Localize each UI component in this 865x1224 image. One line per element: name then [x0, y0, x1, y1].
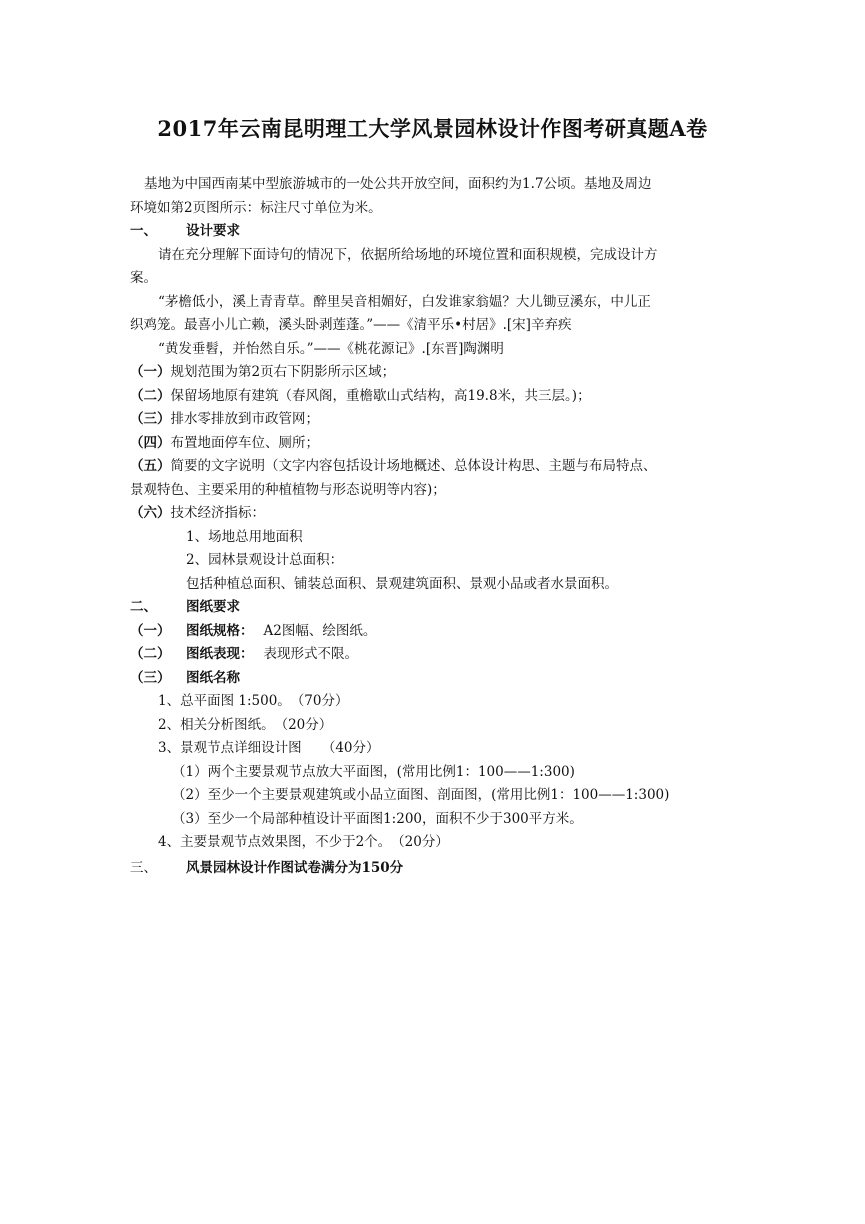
poem-2: “黄发垂髫，并怡然自乐。”——《桃花源记》.[东晋]陶渊明 [158, 340, 504, 357]
drawing-list-item: 2、相关分析图纸。 （20分） [158, 716, 333, 733]
requirement-item [130, 432, 740, 456]
requirement-item-text: 布置地面停车位、厕所； [170, 434, 319, 451]
drawing-requirement-text: 表现形式不限。 [263, 646, 358, 662]
drawing-list-item: 1、总平面图 1:500。 （70分） [158, 693, 349, 709]
requirement-item [130, 385, 740, 409]
drawing-requirement-number: （一） [130, 622, 171, 639]
requirement-item-number: （六） [130, 505, 171, 521]
document-body [130, 173, 740, 855]
drawing-requirement-number: （二） [130, 646, 171, 662]
requirement-item-number: （二） [130, 387, 171, 404]
requirement-item-text: 保留场地原有建筑（春风阁，重檐歇山式结构，高19.8米，共三层。)； [170, 387, 591, 404]
drawing-requirement-label: 图纸规格： [186, 622, 254, 639]
section-2-number: 二、 [130, 599, 157, 615]
indicator-item: 1、场地总用地面积 [186, 528, 303, 545]
drawing-requirement-label: 图纸名称 [186, 669, 240, 686]
drawing-requirement-item [130, 620, 740, 644]
section-1-number: 一、 [130, 223, 157, 239]
section-1-heading [130, 220, 740, 244]
requirement-item [130, 361, 740, 385]
requirement-item-text: 技术经济指标： [170, 505, 265, 521]
indicator-detail: 包括种植总面积、铺装总面积、景观建筑面积、景观小品或者水景面积。 [186, 575, 618, 592]
requirement-item [130, 502, 740, 526]
section-3-number: 三、 [130, 860, 157, 876]
requirement-item [130, 408, 740, 432]
drawing-requirement-number: （三） [130, 669, 171, 686]
drawing-requirement-item [130, 643, 740, 667]
requirement-item [130, 455, 740, 479]
requirement-item-5-continued: 景观特色、主要采用的种植植物与形态说明等内容)； [130, 481, 446, 498]
section-2-title: 图纸要求 [186, 599, 240, 615]
section-3-heading [130, 857, 403, 881]
poem-1-line-1: “茅檐低小，溪上青青草。醉里吴音相媚好，白发谁家翁媪？大儿锄豆溪东，中儿正 [158, 293, 651, 310]
drawing-requirement-label: 图纸表现： [186, 646, 254, 662]
requirement-item-text: 规划范围为第2页右下阴影所示区域； [170, 364, 396, 380]
section-1-para-line-2: 案。 [130, 270, 157, 286]
drawing-list-item: 4、主要景观节点效果图，不少于2个。 （20分） [158, 834, 449, 850]
requirement-item-text: 排水零排放到市政管网； [170, 411, 319, 427]
drawing-sublist-item: （1）两个主要景观节点放大平面图，(常用比例1：100——1:300) [172, 763, 575, 780]
drawing-sublist-item: （3）至少一个局部种植设计平面图1:200，面积不少于300平方米。 [172, 810, 583, 827]
intro-line-1: 基地为中国西南某中型旅游城市的一处公共开放空间，面积约为1.7公顷。基地及周边 [144, 176, 652, 192]
requirement-item-text: 简要的文字说明（文字内容包括设计场地概述、总体设计构思、主题与布局特点、 [170, 458, 657, 474]
poem-1-line-2: 织鸡笼。最喜小儿亡赖，溪头卧剥莲蓬。”——《清平乐•村居》.[宋]辛弃疾 [130, 317, 572, 333]
section-1-title: 设计要求 [186, 223, 240, 239]
drawing-list-item: 3、景观节点详细设计图 （40分） [158, 740, 380, 756]
page-title: 2017年云南昆明理工大学风景园林设计作图考研真题A卷 [157, 116, 708, 141]
section-3-title: 风景园林设计作图试卷满分为150分 [186, 860, 404, 876]
requirement-item-number: （三） [130, 411, 171, 427]
section-1-para-line-1: 请在充分理解下面诗句的情况下，依据所给场地的环境位置和面积规模，完成设计方 [158, 246, 658, 263]
drawing-requirement-text: A2图幅、绘图纸。 [263, 622, 377, 639]
section-2-heading [130, 596, 740, 620]
drawing-requirement-item [130, 667, 740, 691]
requirement-item-number: （五） [130, 458, 171, 474]
requirement-item-number: （一） [130, 364, 171, 380]
indicator-item: 2、园林景观设计总面积： [186, 552, 344, 568]
requirement-item-number: （四） [130, 434, 171, 451]
drawing-sublist-item: （2）至少一个主要景观建筑或小品立面图、剖面图，(常用比例1：100——1:300) [172, 787, 670, 803]
intro-line-2: 环境如第2页图所示：标注尺寸单位为米。 [130, 199, 382, 216]
